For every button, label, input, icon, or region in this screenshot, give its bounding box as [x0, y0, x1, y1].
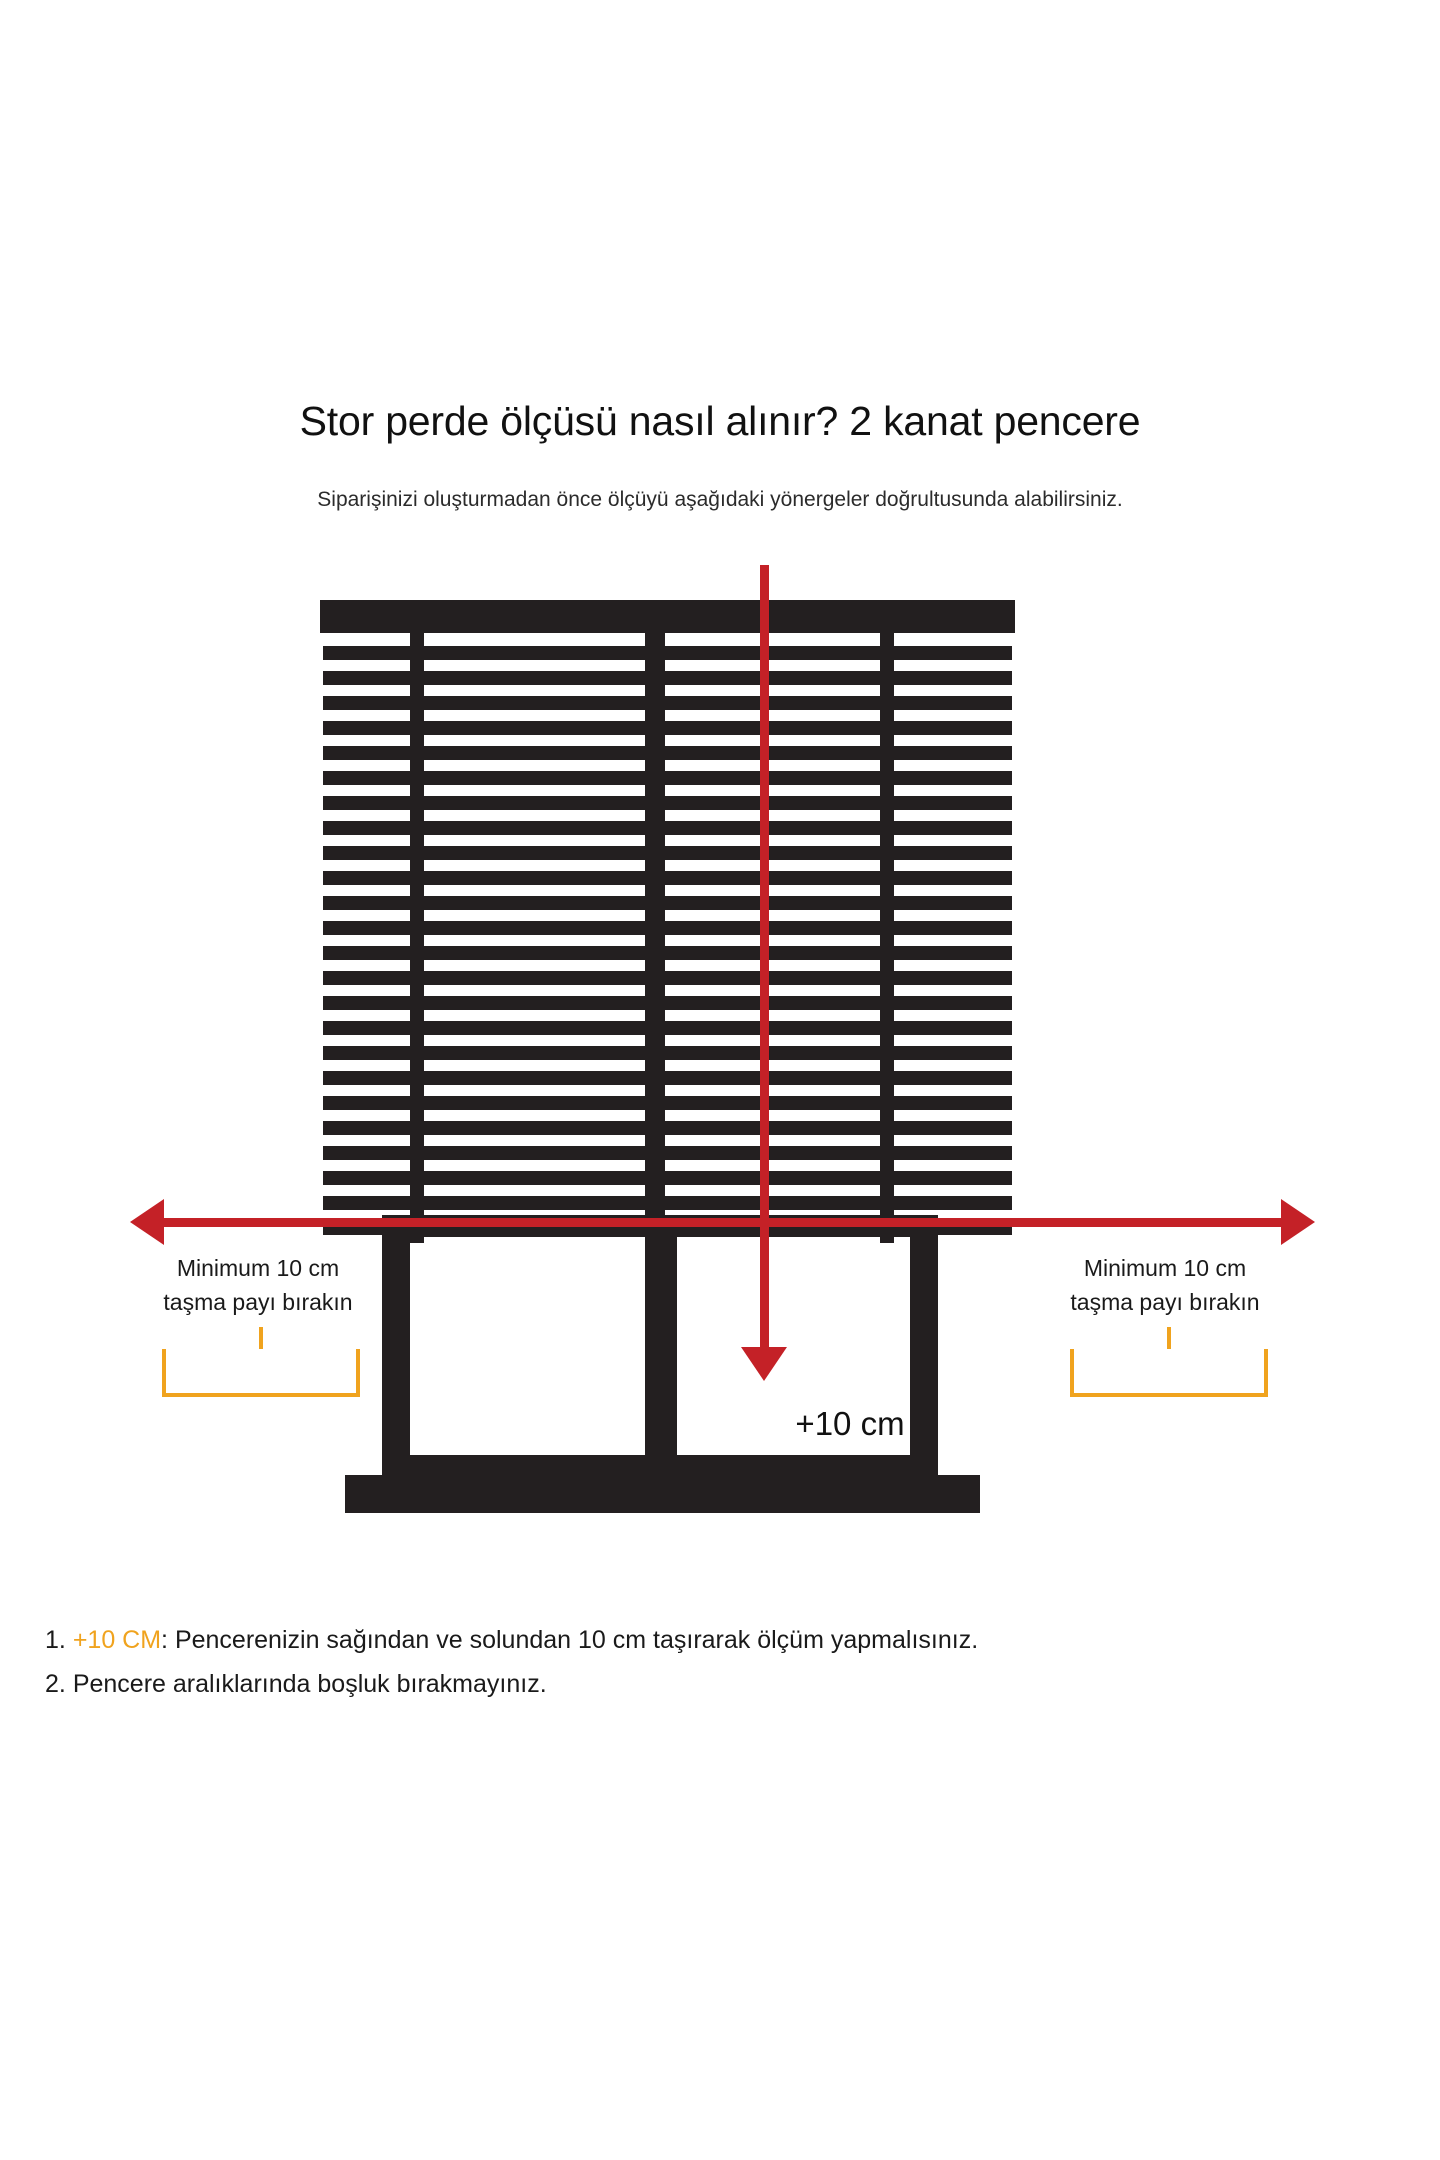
left-overhang-brace [162, 1349, 360, 1397]
width-arrow-head-left [130, 1199, 164, 1245]
width-arrow-line [158, 1218, 1298, 1227]
note-2-text: Pencere aralıklarında boşluk bırakmayınız. [72, 1670, 547, 1698]
right-overhang-brace [1070, 1349, 1268, 1397]
window-frame-bottom-rail [382, 1455, 938, 1477]
drop-arrow-line [760, 565, 769, 1355]
page-title: Stor perde ölçüsü nasıl alınır? 2 kanat pencere [299, 398, 1141, 444]
left-overhang-label-line2: taşma payı bırakın [163, 1289, 353, 1315]
page-subtitle: Siparişinizi oluşturmadan önce ölçüyü aşağıdaki yönergeler doğrultusunda alabilirsiniz. [317, 488, 1123, 511]
drop-measure-label: +10 cm [795, 1405, 905, 1442]
instruction-notes [45, 1618, 1405, 1706]
right-overhang-label [1025, 1251, 1305, 1319]
blind-ladder-tape-center [645, 633, 665, 1243]
roller-blind [320, 600, 1015, 1225]
blind-headrail [320, 600, 1015, 633]
blind-ladder-tape-left [410, 633, 424, 1243]
left-overhang-label [118, 1251, 398, 1319]
note-1-text: : Pencerenizin sağından ve solundan 10 cm taşırarak ölçüm yapmalısınız. [161, 1626, 979, 1654]
right-overhang-label-line2: taşma payı bırakın [1070, 1289, 1260, 1315]
drop-arrow-head [741, 1347, 787, 1381]
window-sill [345, 1475, 980, 1513]
left-brace-tick [259, 1327, 263, 1349]
note-1-number: 1. [45, 1626, 66, 1654]
note-item-1 [45, 1618, 1405, 1662]
right-brace-tick [1167, 1327, 1171, 1349]
right-overhang-label-line1: Minimum 10 cm [1083, 1255, 1247, 1281]
blind-ladder-tape-right [880, 633, 894, 1243]
note-1-highlight: +10 CM [72, 1626, 162, 1654]
note-2-number: 2. [45, 1670, 66, 1698]
left-overhang-label-line1: Minimum 10 cm [176, 1255, 340, 1281]
width-arrow-head-right [1281, 1199, 1315, 1245]
note-item-2 [45, 1662, 1405, 1706]
measurement-diagram [130, 575, 1315, 1555]
